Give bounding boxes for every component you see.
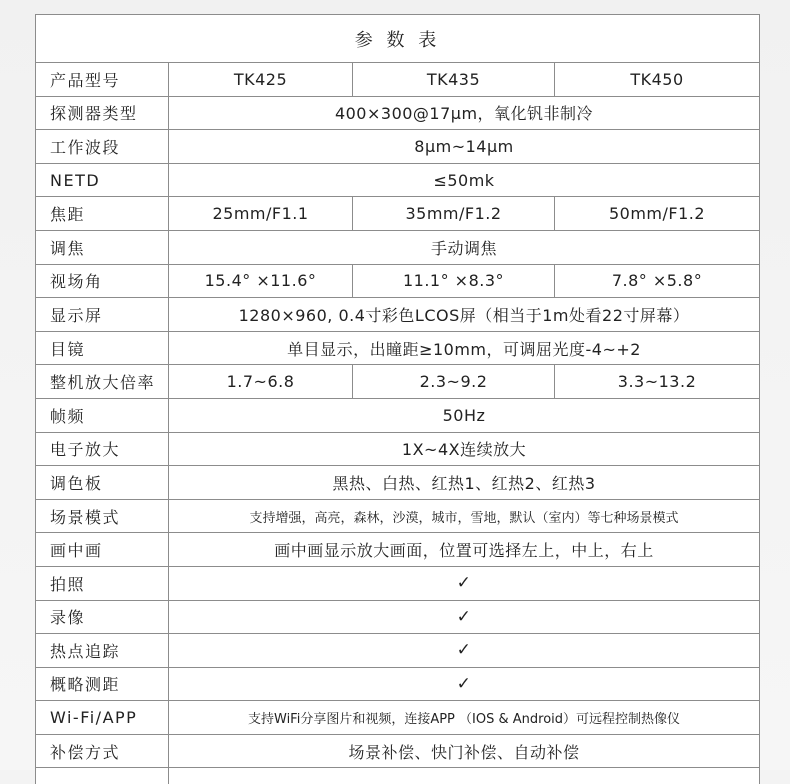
- check-mark-icon: ✓: [169, 667, 760, 701]
- row-label-fov: 视场角: [36, 264, 169, 298]
- row-label-detector: 探测器类型: [36, 96, 169, 130]
- row-value-netd: ≤50mk: [169, 163, 760, 197]
- model-tk425: TK425: [169, 63, 353, 97]
- check-mark-icon: ✓: [169, 600, 760, 634]
- row-label-hotspot: 热点追踪: [36, 634, 169, 668]
- row-value-focus: 手动调焦: [169, 230, 760, 264]
- table-row: [36, 264, 760, 298]
- table-row: [36, 533, 760, 567]
- row-value-display: 1280×960, 0.4寸彩色LCOS屏（相当于1m处看22寸屏幕）: [169, 298, 760, 332]
- table-title: 参 数 表: [36, 15, 760, 63]
- row-label-ranging: 概略测距: [36, 667, 169, 701]
- row-value-detector: 400×300@17μm，氧化钒非制冷: [169, 96, 760, 130]
- table-row: [36, 63, 760, 97]
- table-title-row: [36, 15, 760, 63]
- table-row: [36, 566, 760, 600]
- model-tk435: TK435: [353, 63, 555, 97]
- table-row: [36, 398, 760, 432]
- row-label-palette: 调色板: [36, 466, 169, 500]
- table-row: [36, 432, 760, 466]
- check-mark-icon: ✓: [169, 566, 760, 600]
- table-row: [36, 701, 760, 735]
- table-row: [36, 96, 760, 130]
- table-row: [36, 634, 760, 668]
- row-value-scene-mode: 支持增强，高亮，森林，沙漠，城市，雪地，默认（室内）等七种场景模式: [169, 499, 760, 533]
- table-row: [36, 298, 760, 332]
- row-label-band: 工作波段: [36, 130, 169, 164]
- table-row: [36, 331, 760, 365]
- table-row: [36, 600, 760, 634]
- row-value-band: 8μm~14μm: [169, 130, 760, 164]
- focal-tk450: 50mm/F1.2: [555, 197, 760, 231]
- row-label-video: 录像: [36, 600, 169, 634]
- check-mark-icon: ✓: [169, 634, 760, 668]
- row-value-compensation: 场景补偿、快门补偿、自动补偿: [169, 734, 760, 768]
- model-tk450: TK450: [555, 63, 760, 97]
- row-label-focal: 焦距: [36, 197, 169, 231]
- row-label-zoom: 电子放大: [36, 432, 169, 466]
- table-row: [36, 734, 760, 768]
- row-label-photo: 拍照: [36, 566, 169, 600]
- row-value-zoom: 1X~4X连续放大: [169, 432, 760, 466]
- row-value-palette: 黑热、白热、红热1、红热2、红热3: [169, 466, 760, 500]
- magnification-tk435: 2.3~9.2: [353, 365, 555, 399]
- row-label-framerate: 帧频: [36, 398, 169, 432]
- row-value-pip: 画中画显示放大画面，位置可选择左上，中上，右上: [169, 533, 760, 567]
- row-label-eyepiece: 目镜: [36, 331, 169, 365]
- table-row: [36, 365, 760, 399]
- magnification-tk450: 3.3~13.2: [555, 365, 760, 399]
- row-value-framerate: 50Hz: [169, 398, 760, 432]
- table-row: [36, 667, 760, 701]
- row-label-netd: NETD: [36, 163, 169, 197]
- row-label-display: 显示屏: [36, 298, 169, 332]
- cut-cell: [36, 768, 169, 784]
- row-label-wifi: Wi-Fi/APP: [36, 701, 169, 735]
- focal-tk425: 25mm/F1.1: [169, 197, 353, 231]
- focal-tk435: 35mm/F1.2: [353, 197, 555, 231]
- cut-cell: [169, 768, 760, 784]
- magnification-tk425: 1.7~6.8: [169, 365, 353, 399]
- row-value-wifi: 支持WiFi分享图片和视频，连接APP （IOS & Android）可远程控制热像仪: [169, 701, 760, 735]
- row-label-scene-mode: 场景模式: [36, 499, 169, 533]
- table-row: [36, 230, 760, 264]
- row-label-model: 产品型号: [36, 63, 169, 97]
- row-value-eyepiece: 单目显示，出瞳距≥10mm，可调屈光度-4~+2: [169, 331, 760, 365]
- row-label-magnification: 整机放大倍率: [36, 365, 169, 399]
- fov-tk425: 15.4° ×11.6°: [169, 264, 353, 298]
- table-row: [36, 466, 760, 500]
- spec-table: [35, 14, 760, 784]
- row-label-compensation: 补偿方式: [36, 734, 169, 768]
- row-label-pip: 画中画: [36, 533, 169, 567]
- table-row: [36, 499, 760, 533]
- fov-tk435: 11.1° ×8.3°: [353, 264, 555, 298]
- fov-tk450: 7.8° ×5.8°: [555, 264, 760, 298]
- table-row: [36, 197, 760, 231]
- table-row-cut: [36, 768, 760, 784]
- row-label-focus: 调焦: [36, 230, 169, 264]
- table-row: [36, 163, 760, 197]
- table-row: [36, 130, 760, 164]
